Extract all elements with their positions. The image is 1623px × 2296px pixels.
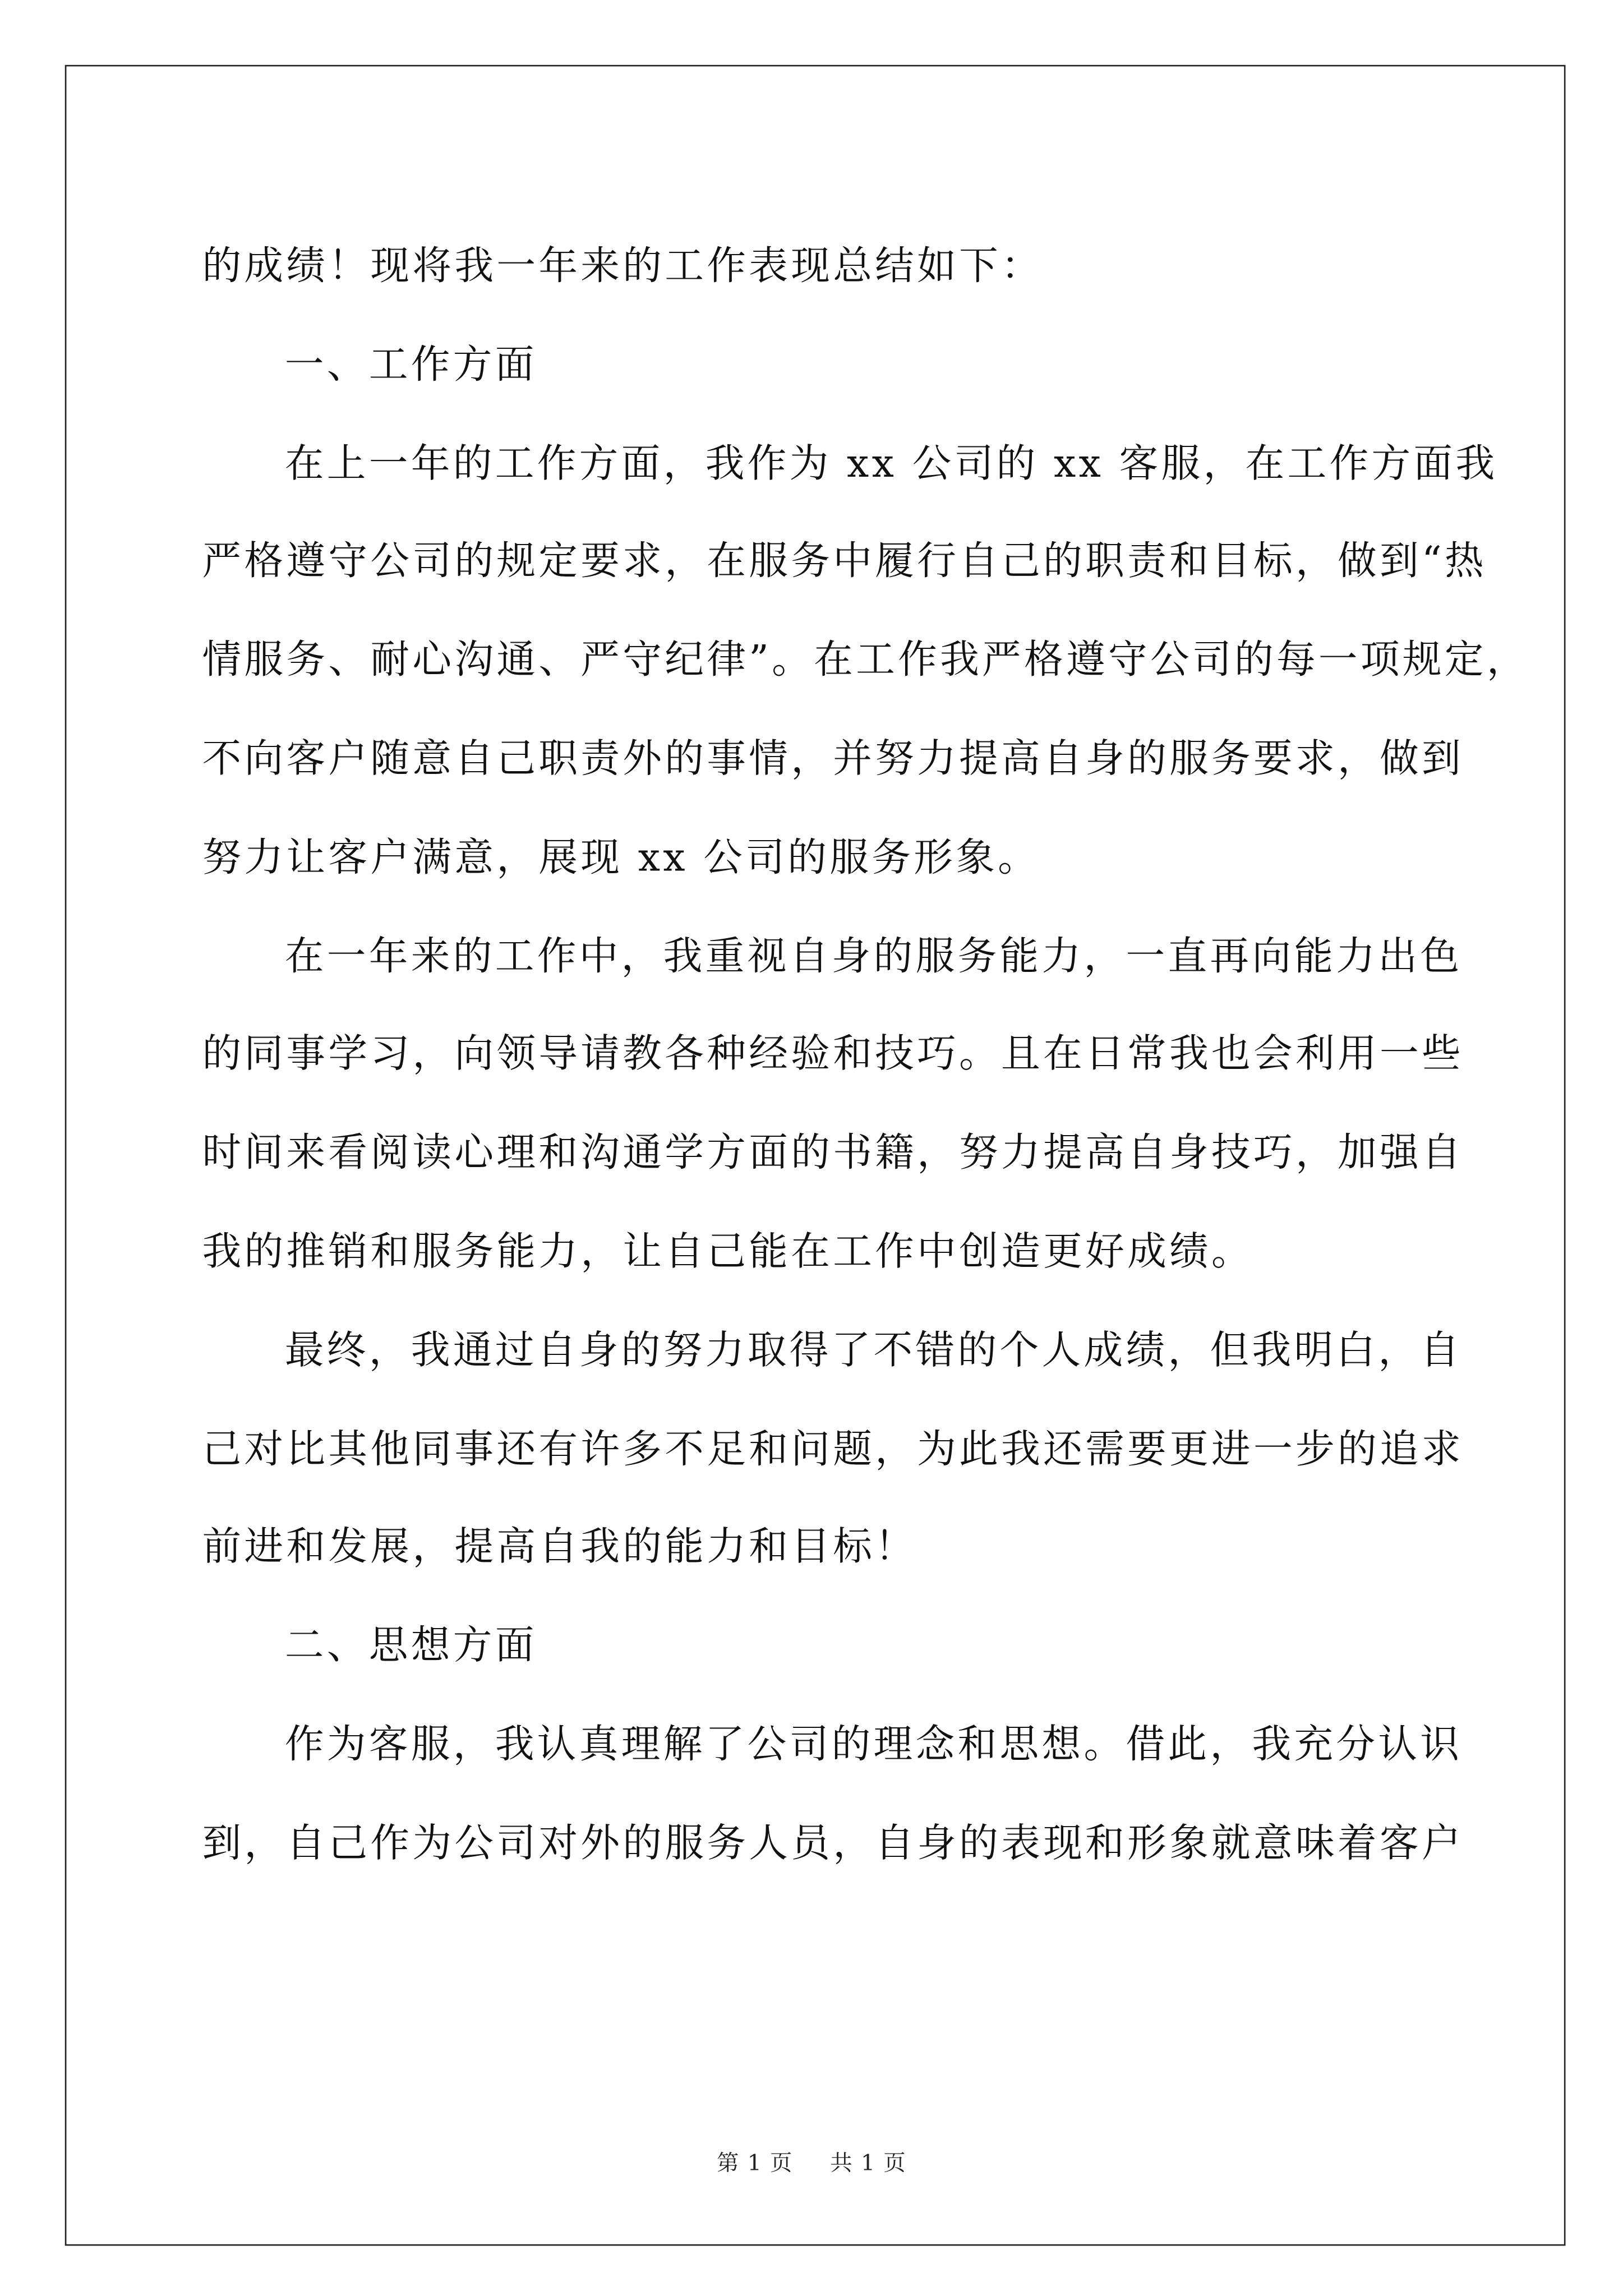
body-line: 不向客户随意自己职责外的事情，并努力提高自身的服务要求，做到 [202, 736, 1464, 782]
body-line: 的同事学习，向领导请教各种经验和技巧。且在日常我也会利用一些 [202, 1032, 1464, 1078]
body-line: 作为客服，我认真理解了公司的理念和思想。借此，我充分认识 [284, 1722, 1463, 1768]
page-total: 共 1 页 [830, 2150, 907, 2177]
body-line: 到，自己作为公司对外的服务人员，自身的表现和形象就意味着客户 [202, 1820, 1464, 1866]
body-line: 在一年来的工作中，我重视自身的服务能力，一直再向能力出色 [284, 933, 1463, 979]
section-heading: 二、思想方面 [284, 1623, 537, 1670]
body-line: 前进和发展，提高自我的能力和目标！ [202, 1524, 917, 1571]
section-heading: 一、工作方面 [284, 342, 537, 388]
body-line: 时间来看阅读心理和沟通学方面的书籍，努力提高自身技巧，加强自 [202, 1130, 1464, 1177]
page-footer [0, 2147, 1623, 2178]
body-line: 己对比其他同事还有许多不足和问题，为此我还需要更进一步的追求 [202, 1426, 1464, 1472]
body-line: 在上一年的工作方面，我作为 xx 公司的 xx 客服，在工作方面我 [284, 440, 1498, 487]
body-line: 我的推销和服务能力，让自己能在工作中创造更好成绩。 [202, 1229, 1254, 1275]
page-number: 第 1 页 [717, 2150, 793, 2177]
body-line: 努力让客户满意，展现 xx 公司的服务形象。 [202, 835, 1040, 881]
body-text [202, 218, 1529, 1894]
body-line: 严格遵守公司的规定要求，在服务中履行自己的职责和目标，做到“热 [202, 539, 1487, 585]
body-line: 最终，我通过自身的努力取得了不错的个人成绩，但我明白，自 [284, 1327, 1463, 1373]
body-line: 情服务、耐心沟通、严守纪律”。在工作我严格遵守公司的每一项规定， [202, 638, 1529, 684]
body-line: 的成绩！现将我一年来的工作表现总结如下： [202, 243, 1044, 289]
